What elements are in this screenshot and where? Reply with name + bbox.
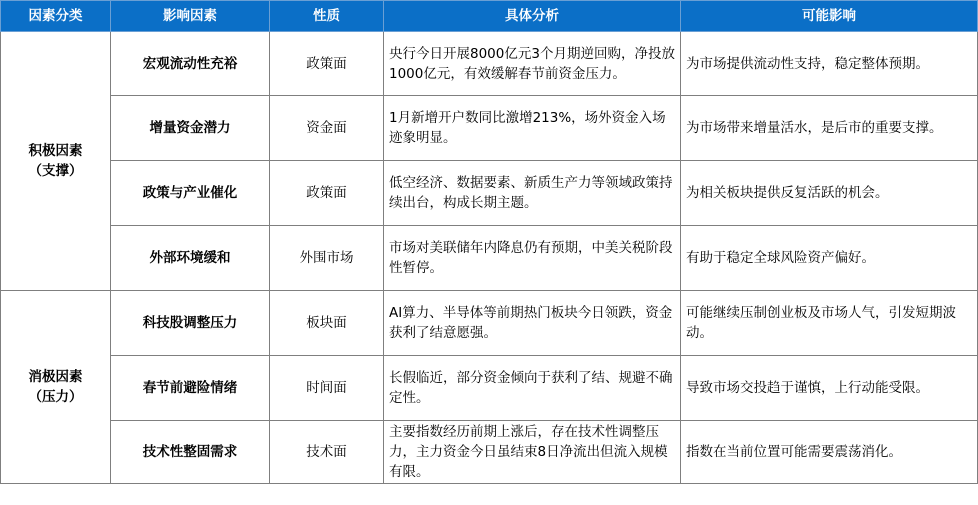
table-row: [1, 356, 978, 421]
factor-cell: 宏观流动性充裕: [111, 32, 270, 96]
analysis-cell: 1月新增开户数同比激增213%，场外资金入场迹象明显。: [384, 96, 681, 161]
table-row: [1, 421, 978, 484]
impact-cell: 指数在当前位置可能需要震荡消化。: [681, 421, 978, 484]
analysis-cell: 市场对美联储年内降息仍有预期，中美关税阶段性暂停。: [384, 226, 681, 291]
table-row: [1, 32, 978, 96]
impact-cell: 为市场带来增量活水，是后市的重要支撑。: [681, 96, 978, 161]
nature-cell: 政策面: [270, 32, 384, 96]
nature-cell: 时间面: [270, 356, 384, 421]
header-impact: 可能影响: [681, 1, 978, 32]
impact-cell: 有助于稳定全球风险资产偏好。: [681, 226, 978, 291]
table-row: [1, 96, 978, 161]
factor-cell: 增量资金潜力: [111, 96, 270, 161]
group-label-line2: （支撑）: [28, 163, 83, 179]
table-header-row: [1, 1, 978, 32]
impact-cell: 为相关板块提供反复活跃的机会。: [681, 161, 978, 226]
table-row: [1, 291, 978, 356]
nature-cell: 板块面: [270, 291, 384, 356]
impact-cell: 可能继续压制创业板及市场人气，引发短期波动。: [681, 291, 978, 356]
group-positive-label: [1, 32, 111, 291]
header-nature: 性质: [270, 1, 384, 32]
analysis-cell: 长假临近，部分资金倾向于获利了结、规避不确定性。: [384, 356, 681, 421]
group-label-line2: （压力）: [28, 389, 83, 405]
factor-cell: 科技股调整压力: [111, 291, 270, 356]
header-factor: 影响因素: [111, 1, 270, 32]
nature-cell: 政策面: [270, 161, 384, 226]
table-row: [1, 226, 978, 291]
factor-cell: 外部环境缓和: [111, 226, 270, 291]
analysis-cell: 低空经济、数据要素、新质生产力等领域政策持续出台，构成长期主题。: [384, 161, 681, 226]
group-negative-label: [1, 291, 111, 484]
table-row: [1, 161, 978, 226]
analysis-cell: AI算力、半导体等前期热门板块今日领跌，资金获利了结意愿强。: [384, 291, 681, 356]
analysis-cell: 央行今日开展8000亿元3个月期逆回购，净投放1000亿元，有效缓解春节前资金压力。: [384, 32, 681, 96]
nature-cell: 技术面: [270, 421, 384, 484]
factor-cell: 春节前避险情绪: [111, 356, 270, 421]
nature-cell: 资金面: [270, 96, 384, 161]
analysis-cell: 主要指数经历前期上涨后，存在技术性调整压力，主力资金今日虽结束8日净流出但流入规模有限。: [384, 421, 681, 484]
nature-cell: 外围市场: [270, 226, 384, 291]
factor-cell: 技术性整固需求: [111, 421, 270, 484]
group-label-line1: 积极因素: [28, 143, 83, 159]
group-label-line1: 消极因素: [28, 369, 83, 385]
impact-cell: 导致市场交投趋于谨慎，上行动能受限。: [681, 356, 978, 421]
impact-cell: 为市场提供流动性支持，稳定整体预期。: [681, 32, 978, 96]
header-analysis: 具体分析: [384, 1, 681, 32]
header-category: 因素分类: [1, 1, 111, 32]
factor-cell: 政策与产业催化: [111, 161, 270, 226]
